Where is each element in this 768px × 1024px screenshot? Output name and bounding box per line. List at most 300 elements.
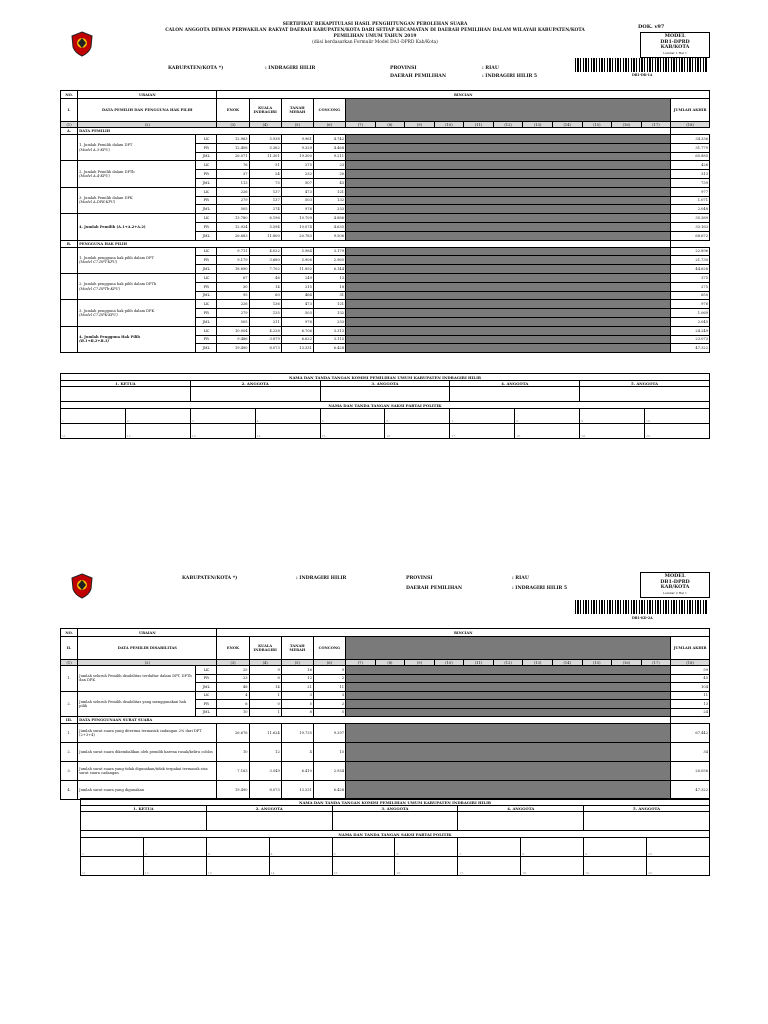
value-cell: 113 xyxy=(217,178,249,187)
value-cell: 9.179 xyxy=(217,256,249,265)
value-cell: 13.331 xyxy=(281,344,313,353)
row-label-text: Jumlah seluruh Pemilih disabilitas terdaftar dalam DPT, DPTb dan DPK xyxy=(79,674,192,683)
total-cell: 1.069 xyxy=(671,309,710,318)
value-cell: 9.961 xyxy=(281,135,313,144)
value-cell: 464 xyxy=(281,291,313,300)
row-no xyxy=(61,300,78,326)
row-label-sub: (Model C7.DPTb-KPU) xyxy=(79,286,120,291)
value-cell: 5 xyxy=(313,708,345,717)
signature-role: 2. ANGGOTA xyxy=(190,381,320,387)
value-cell: 226 xyxy=(217,300,249,309)
value-cell: 132 xyxy=(313,196,345,205)
row-label xyxy=(78,666,196,692)
witness-signature-box xyxy=(61,424,126,439)
witness-signature-box xyxy=(450,409,515,424)
value-cell: 136 xyxy=(249,300,281,309)
signature-role: 3. ANGGOTA xyxy=(320,381,450,387)
row-no: 2. xyxy=(61,743,78,762)
blank-cells xyxy=(346,309,671,318)
gender-code: PR xyxy=(196,222,217,231)
witness-signature-box xyxy=(125,409,190,424)
table-row xyxy=(61,762,710,781)
value-cell: 48 xyxy=(217,683,249,692)
model-sheet: Lembar 1 Hal 1 xyxy=(663,50,687,55)
table-row xyxy=(61,135,710,144)
value-cell: 16 xyxy=(281,666,313,675)
prov-value: : RIAU xyxy=(512,576,529,581)
blank-cells xyxy=(346,256,671,265)
value-cell: 13 xyxy=(313,273,345,282)
header-district: TANAH MERAH xyxy=(281,99,313,122)
kab-label: KABUPATEN/KOTA *) xyxy=(168,66,224,71)
blank-cells xyxy=(346,743,671,762)
blank-cells xyxy=(346,161,671,170)
gender-code: LK xyxy=(196,161,217,170)
value-cell: 19.300 xyxy=(281,152,313,161)
witness-signature-box xyxy=(580,409,645,424)
signature-box xyxy=(584,812,710,831)
value-cell: 135 xyxy=(249,309,281,318)
total-cell: 34.336 xyxy=(671,135,710,144)
value-cell: 6.428 xyxy=(313,344,345,353)
row-label-sub: (Model A.DPK-KPU) xyxy=(79,200,116,205)
blank-cells xyxy=(346,724,671,743)
value-cell: 137 xyxy=(249,196,281,205)
value-cell: 25 xyxy=(217,666,249,675)
document-header xyxy=(140,22,610,46)
gender-code: PR xyxy=(196,170,217,179)
value-cell: 5.938 xyxy=(249,135,281,144)
blank-cells xyxy=(346,674,671,683)
blank-cells xyxy=(346,170,671,179)
value-cell: 3.549 xyxy=(249,762,281,781)
value-cell: 503 xyxy=(281,309,313,318)
gender-code: JML xyxy=(196,152,217,161)
witness-number: 18. xyxy=(516,434,522,438)
value-cell: 473 xyxy=(281,300,313,309)
witness-signature-box xyxy=(143,838,206,857)
column-number: (17) xyxy=(641,660,671,666)
witness-number: 13. xyxy=(191,434,197,438)
value-cell: 1 xyxy=(249,708,281,717)
witness-number: 9. xyxy=(581,419,584,423)
witness-number: 20. xyxy=(646,434,651,438)
signature-box xyxy=(61,387,191,402)
gender-code: JML xyxy=(196,317,217,326)
value-cell: 8 xyxy=(281,708,313,717)
value-cell: 279 xyxy=(217,309,249,318)
witness-number: 19. xyxy=(585,871,590,875)
signature-box xyxy=(81,812,207,831)
row-no xyxy=(61,135,78,161)
value-cell: 19.490 xyxy=(217,344,249,353)
gender-code: JML xyxy=(196,683,217,692)
value-cell: 10.004 xyxy=(217,326,249,335)
blank-cells xyxy=(346,326,671,335)
value-cell: 5.362 xyxy=(249,143,281,152)
signature-role: 5. ANGGOTA xyxy=(584,806,710,812)
row-no xyxy=(61,214,78,240)
row-label-text: 2. Jumlah pengguna hak pilih dalam DPTb xyxy=(79,282,157,287)
witness-number: 5. xyxy=(333,852,337,856)
value-cell: 6.622 xyxy=(281,335,313,344)
total-cell: 21.730 xyxy=(671,256,710,265)
witness-signature-box xyxy=(395,838,458,857)
value-cell: 9.211 xyxy=(313,152,345,161)
dapil-label: DAERAH PEMILIHAN xyxy=(390,74,447,79)
column-number: (1) xyxy=(61,660,78,666)
witness-signature-box xyxy=(190,424,255,439)
model-box xyxy=(640,572,710,598)
value-cell: 8 xyxy=(249,674,281,683)
column-number: (9) xyxy=(405,660,435,666)
table-row xyxy=(61,666,710,675)
value-cell: 976 xyxy=(281,317,313,326)
value-cell: 11.301 xyxy=(249,152,281,161)
total-cell: 313 xyxy=(671,170,710,179)
total-cell: 650 xyxy=(671,291,710,300)
value-cell: 253 xyxy=(313,317,345,326)
blank-cells xyxy=(346,335,671,344)
value-cell: 3.879 xyxy=(249,335,281,344)
row-label-text: 1. Jumlah Pemilih dalam DPT xyxy=(79,143,133,148)
column-number: (3) xyxy=(217,122,249,128)
header-district: ENOK xyxy=(217,637,249,660)
column-number: (5) xyxy=(281,122,313,128)
value-cell: 4.886 xyxy=(313,214,345,223)
value-cell: 24 xyxy=(249,170,281,179)
gender-code: LK xyxy=(196,300,217,309)
witness-number: 14. xyxy=(256,434,262,438)
row-label xyxy=(78,247,196,273)
witness-signature-box xyxy=(580,424,645,439)
witness-signature-box xyxy=(81,838,144,857)
party-witness-title: NAMA DAN TANDA TANGAN SAKSI PARTAI POLITIK xyxy=(61,402,710,409)
barcode xyxy=(575,600,708,614)
total-cell: 67.442 xyxy=(671,724,710,743)
gender-code: PR xyxy=(196,674,217,683)
gender-code: LK xyxy=(196,666,217,675)
header-rincian: RINCIAN xyxy=(217,91,710,99)
column-number: (10) xyxy=(434,660,464,666)
header-blank xyxy=(346,637,671,660)
table-row xyxy=(61,273,710,282)
blank-cells xyxy=(346,666,671,675)
signature-role: 4. ANGGOTA xyxy=(458,806,584,812)
witness-number: 11. xyxy=(82,871,87,875)
value-cell: 26.071 xyxy=(217,152,249,161)
gender-code: PR xyxy=(196,196,217,205)
total-cell: 23.073 xyxy=(671,335,710,344)
value-cell: 503 xyxy=(281,196,313,205)
row-no xyxy=(61,326,78,352)
signature-table-1 xyxy=(60,373,710,439)
total-cell: 976 xyxy=(671,300,710,309)
witness-signature-box xyxy=(521,857,584,876)
witness-number: 6. xyxy=(396,852,400,856)
value-cell: 7.702 xyxy=(249,265,281,274)
value-cell: 95 xyxy=(217,291,249,300)
column-number: (4) xyxy=(249,122,281,128)
witness-signature-box xyxy=(255,409,320,424)
witness-signature-box xyxy=(269,838,332,857)
section-no: B. xyxy=(61,240,78,247)
total-cell: 59 xyxy=(671,666,710,675)
column-number: (16) xyxy=(612,122,642,128)
party-witness-title: NAMA DAN TANDA TANGAN SAKSI PARTAI POLITIK xyxy=(81,831,710,838)
total-cell: 375 xyxy=(671,273,710,282)
row-label xyxy=(78,326,196,352)
witness-number: 3. xyxy=(207,852,211,856)
value-cell: 14 xyxy=(249,282,281,291)
value-cell: 37 xyxy=(217,170,249,179)
witness-signature-box xyxy=(584,857,647,876)
witness-signature-box xyxy=(206,838,269,857)
blank-cells xyxy=(346,691,671,700)
witness-signature-box xyxy=(645,424,710,439)
signature-role: 5. ANGGOTA xyxy=(580,381,710,387)
table-row xyxy=(61,691,710,700)
blank-cells xyxy=(346,187,671,196)
value-cell: 2.934 xyxy=(313,762,345,781)
witness-number: 11. xyxy=(62,434,67,438)
model-sheet: Lembar 2 Hal 1 xyxy=(663,590,687,595)
witness-number: 7. xyxy=(451,419,455,423)
witness-number: 1. xyxy=(62,419,65,423)
row-label-text: 3. Jumlah pengguna hak pilih dalam DPK xyxy=(79,308,155,313)
value-cell: 9.486 xyxy=(217,335,249,344)
column-number: (12) xyxy=(493,122,523,128)
value-cell: 11 xyxy=(313,683,345,692)
total-cell: 65.885 xyxy=(671,152,710,161)
value-cell: 3 xyxy=(281,691,313,700)
value-cell: 18 xyxy=(313,282,345,291)
gender-code: PR xyxy=(196,335,217,344)
gender-code: LK xyxy=(196,214,217,223)
blank-cells xyxy=(346,205,671,214)
blank-cells xyxy=(346,247,671,256)
witness-number: 8. xyxy=(516,419,520,423)
dapil-value: : INDRAGIRI HILIR 5 xyxy=(482,74,538,79)
header-rincian: RINCIAN xyxy=(217,629,710,637)
row-no: 2. xyxy=(61,691,78,717)
signature-role: 1. KETUA xyxy=(61,381,191,387)
witness-number: 7. xyxy=(459,852,463,856)
row-label-sub: (Model C7.DPK-KPU) xyxy=(79,313,118,318)
row-label-text: 2. Jumlah Pemilih dalam DPTb xyxy=(79,169,135,174)
value-cell: 20 xyxy=(313,170,345,179)
witness-number: 6. xyxy=(386,419,390,423)
witness-signature-box xyxy=(458,857,521,876)
total-cell: 1.071 xyxy=(671,196,710,205)
value-cell: 12.924 xyxy=(217,222,249,231)
total-cell: 13 xyxy=(671,700,710,709)
value-cell: 505 xyxy=(217,205,249,214)
value-cell: 2 xyxy=(313,700,345,709)
witness-signature-box xyxy=(450,424,515,439)
value-cell: 4.228 xyxy=(249,326,281,335)
kpu-signature-title: NAMA DAN TANDA TANGAN KOMISI PEMILIHAN UMUM KABUPATEN INDRAGIRI HILIR xyxy=(81,799,710,806)
title-line-2: CALON ANGGOTA DEWAN PERWAKILAN RAKYAT DAERAH KABUPATEN/KOTA DARI SETIAP KECAMATAN DI DAERAH PEMILIHAN DALAM WILAYAH KABUPATEN/KOTA xyxy=(165,28,585,33)
value-cell: 132 xyxy=(313,309,345,318)
header-uraian: URAIAN xyxy=(78,629,217,637)
value-cell: 211 xyxy=(249,317,281,326)
column-number: (11) xyxy=(464,122,494,128)
value-cell: 6.428 xyxy=(313,781,345,800)
gender-code: PR xyxy=(196,256,217,265)
value-cell: 121 xyxy=(313,187,345,196)
barcode xyxy=(575,58,708,72)
column-number: (3) xyxy=(217,660,249,666)
witness-number: 8. xyxy=(522,852,526,856)
dapil-value: : INDRAGIRI HILIR 5 xyxy=(512,586,568,591)
witness-number: 10. xyxy=(648,852,653,856)
value-cell: 5 xyxy=(281,700,313,709)
section-title: DATA PEMILIH DISABILITAS xyxy=(78,637,217,660)
value-cell: 507 xyxy=(281,178,313,187)
column-number: (10) xyxy=(434,122,464,128)
row-label xyxy=(78,187,196,213)
witness-signature-box xyxy=(395,857,458,876)
value-cell: 10.074 xyxy=(281,222,313,231)
header-district: CONCONG xyxy=(313,637,345,660)
title-line-3: PEMILIHAN UMUM TAHUN 2019 xyxy=(333,34,417,39)
header-jumlah-akhir: JUMLAH AKHIR xyxy=(671,637,710,660)
witness-number: 4. xyxy=(256,419,260,423)
witness-signature-box xyxy=(515,424,580,439)
model-code: DB1-DPRD xyxy=(660,578,690,585)
blank-cells xyxy=(346,196,671,205)
blank-cells xyxy=(346,700,671,709)
row-label: Jumlah surat suara dikembalikan oleh pemilih karena rusak/keliru coblos xyxy=(78,743,217,762)
row-no: 4. xyxy=(61,781,78,800)
blank-cells xyxy=(346,222,671,231)
value-cell: 43 xyxy=(313,178,345,187)
total-cell: 47.322 xyxy=(671,781,710,800)
witness-number: 10. xyxy=(646,419,651,423)
value-cell: 18.890 xyxy=(217,265,249,274)
column-number: (7) xyxy=(346,660,376,666)
section-title: DATA PENGGUNAAN SURAT SUARA xyxy=(78,717,671,724)
table-row xyxy=(61,187,710,196)
total-cell: 104 xyxy=(671,683,710,692)
total-cell: 22.896 xyxy=(671,247,710,256)
total-cell: 11 xyxy=(671,691,710,700)
signature-role: 4. ANGGOTA xyxy=(450,381,580,387)
table-row xyxy=(61,326,710,335)
witness-signature-box xyxy=(61,409,126,424)
witness-signature-box xyxy=(125,424,190,439)
value-cell: 3.313 xyxy=(313,326,345,335)
value-cell: 11.800 xyxy=(249,231,281,240)
value-cell: 6.410 xyxy=(281,762,313,781)
value-cell: 279 xyxy=(217,196,249,205)
row-label-sub: (Model A.4-KPU) xyxy=(79,174,110,179)
column-number: (12) xyxy=(493,660,523,666)
value-cell: 9.506 xyxy=(313,231,345,240)
row-label xyxy=(78,273,196,299)
blank-cells xyxy=(346,265,671,274)
value-cell: 26.683 xyxy=(217,231,249,240)
data-table-1 xyxy=(60,90,710,353)
witness-number: 4. xyxy=(270,852,274,856)
value-cell: 4.468 xyxy=(313,143,345,152)
row-label: Jumlah surat suara yang tidak digunakan/tidak terpakai termasuk sisa surat suara cadangan xyxy=(78,762,217,781)
row-label: Jumlah surat suara yang digunakan xyxy=(78,781,217,800)
gender-code: PR xyxy=(196,700,217,709)
witness-number: 17. xyxy=(451,434,457,438)
blank-cells xyxy=(346,344,671,353)
witness-number: 5. xyxy=(321,419,325,423)
value-cell: 9.711 xyxy=(217,247,249,256)
header-jumlah-akhir: JUMLAH AKHIR xyxy=(671,99,710,122)
total-cell: 2.048 xyxy=(671,205,710,214)
column-number: (18) xyxy=(671,660,710,666)
value-cell: 51 xyxy=(249,161,281,170)
value-cell: 274 xyxy=(249,205,281,214)
column-number: (18) xyxy=(671,122,710,128)
row-no: 1. xyxy=(61,724,78,743)
gender-code: JML xyxy=(196,178,217,187)
total-cell: 2.045 xyxy=(671,317,710,326)
value-cell: 31 xyxy=(313,291,345,300)
value-cell: 11.624 xyxy=(249,724,281,743)
value-cell: 2.965 xyxy=(313,256,345,265)
witness-number: 20. xyxy=(648,871,653,875)
witness-signature-box xyxy=(385,409,450,424)
header-district: CONCONG xyxy=(313,99,345,122)
row-label xyxy=(78,214,196,240)
header-district: ENOK xyxy=(217,99,249,122)
header-no: NO. xyxy=(61,91,78,99)
column-number: (2) xyxy=(78,660,217,666)
witness-number: 12. xyxy=(126,434,132,438)
value-cell: 3.115 xyxy=(313,335,345,344)
value-cell: 7.163 xyxy=(217,762,249,781)
value-cell: 473 xyxy=(281,187,313,196)
value-cell: 9 xyxy=(249,666,281,675)
table-row xyxy=(61,247,710,256)
barcode-label: DB1-DK-1A xyxy=(632,73,653,77)
witness-signature-box xyxy=(515,409,580,424)
value-cell: 12 xyxy=(249,743,281,762)
value-cell: 15 xyxy=(313,743,345,762)
row-label xyxy=(78,135,196,161)
row-label xyxy=(78,300,196,326)
header-no: NO. xyxy=(61,629,78,637)
row-label xyxy=(78,161,196,187)
value-cell: 137 xyxy=(249,187,281,196)
value-cell: 3.179 xyxy=(313,247,345,256)
gender-code: JML xyxy=(196,231,217,240)
value-cell: 4.635 xyxy=(313,222,345,231)
value-cell: 249 xyxy=(281,273,313,282)
signature-box xyxy=(332,812,458,831)
value-cell: 23 xyxy=(313,161,345,170)
value-cell: 4 xyxy=(217,691,249,700)
witness-number: 13. xyxy=(207,871,213,875)
gender-code: PR xyxy=(196,143,217,152)
value-cell: 505 xyxy=(217,317,249,326)
value-cell: 75 xyxy=(249,178,281,187)
value-cell: 10.709 xyxy=(281,214,313,223)
section-title: DATA PEMILIH DAN PENGGUNA HAK PILIH xyxy=(78,99,217,122)
total-cell: 739 xyxy=(671,178,710,187)
blank-cells xyxy=(346,762,671,781)
value-cell: 5.906 xyxy=(281,256,313,265)
value-cell: 5.984 xyxy=(281,247,313,256)
value-cell: 12.963 xyxy=(217,135,249,144)
